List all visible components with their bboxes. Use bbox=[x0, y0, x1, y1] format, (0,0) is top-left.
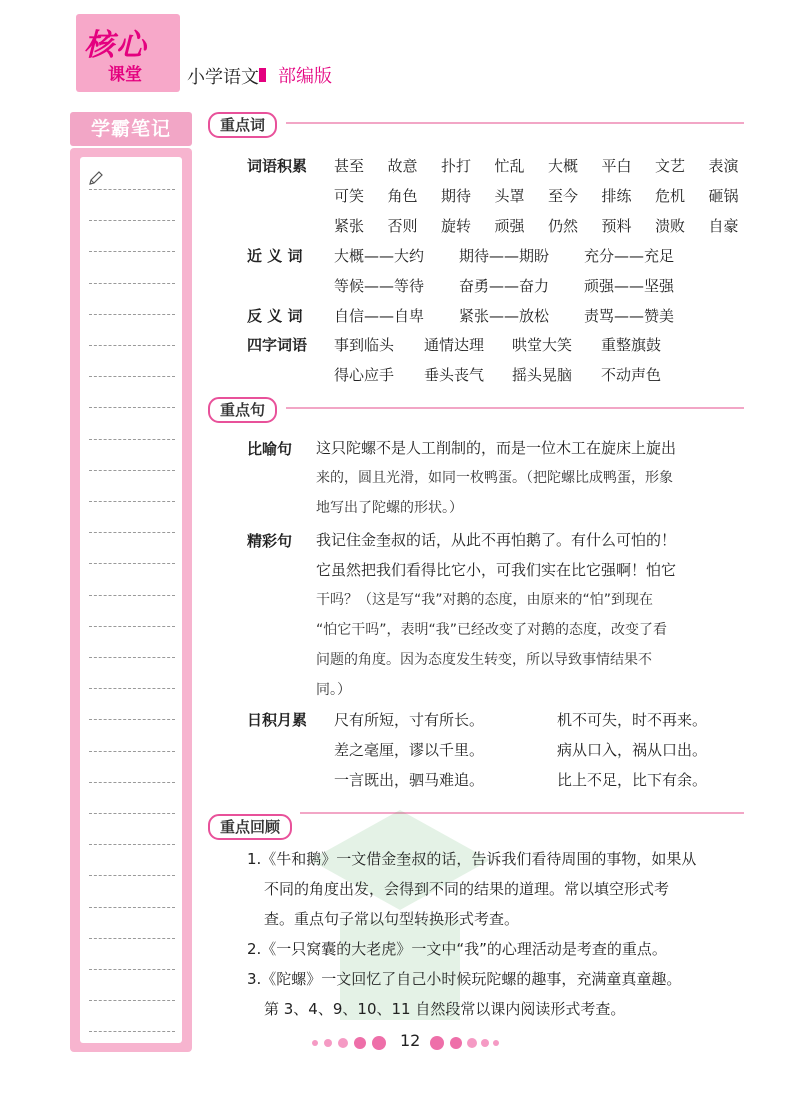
note-line bbox=[89, 189, 175, 190]
note-line bbox=[89, 314, 175, 315]
wonderful-line: 它虽然把我们看得比它小，可我们实在比它强啊！怕它 bbox=[316, 561, 677, 579]
vocab-word: 扑打 bbox=[441, 157, 472, 175]
vocab-word: 头罩 bbox=[494, 187, 525, 205]
synonym-pair: 顽强——坚强 bbox=[584, 277, 675, 295]
review-item-line: 查。重点句子常以句型转换形式考查。 bbox=[264, 910, 520, 928]
review-item-line: 不同的角度出发，会得到不同的结果的道理。常以填空形式考 bbox=[264, 880, 670, 898]
vocab-word: 溃败 bbox=[655, 217, 686, 235]
daily-saying: 病从口入，祸从口出。 bbox=[557, 741, 708, 759]
vocab-word: 否则 bbox=[387, 217, 418, 235]
vocab-word: 至今 bbox=[548, 187, 579, 205]
vocab-word: 紧张 bbox=[334, 217, 365, 235]
note-line bbox=[89, 283, 175, 284]
note-line bbox=[89, 907, 175, 908]
vocab-word: 平白 bbox=[601, 157, 632, 175]
review-item-line: 第 3、4、9、10、11 自然段常以课内阅读形式考查。 bbox=[264, 1000, 626, 1018]
antonym-label: 反 义 词 bbox=[247, 307, 303, 325]
synonym-pair: 充分——充足 bbox=[584, 247, 675, 265]
daily-saying: 比上不足，比下有余。 bbox=[557, 771, 708, 789]
idiom-word: 得心应手 bbox=[334, 366, 395, 384]
vocab-word: 砸锅 bbox=[708, 187, 739, 205]
idiom-word: 摇头晃脑 bbox=[512, 366, 573, 384]
simile-label: 比喻句 bbox=[247, 440, 293, 458]
note-line bbox=[89, 969, 175, 970]
vocab-word: 角色 bbox=[387, 187, 418, 205]
synonym-pair: 期待——期盼 bbox=[459, 247, 550, 265]
note-line bbox=[89, 1000, 175, 1001]
vocab-word: 期待 bbox=[441, 187, 472, 205]
note-line bbox=[89, 688, 175, 689]
note-line bbox=[89, 938, 175, 939]
page-number: 12 bbox=[400, 1031, 421, 1050]
decor-dot bbox=[312, 1040, 318, 1046]
idiom-word: 哄堂大笑 bbox=[512, 336, 573, 354]
decor-dot bbox=[450, 1037, 462, 1049]
note-line bbox=[89, 251, 175, 252]
synonym-label: 近 义 词 bbox=[247, 247, 303, 265]
vocab-word: 故意 bbox=[387, 157, 418, 175]
note-line bbox=[89, 501, 175, 502]
antonym-pair: 自信——自卑 bbox=[334, 307, 425, 325]
idiom-word: 事到临头 bbox=[334, 336, 395, 354]
vocab-word: 甚至 bbox=[334, 157, 365, 175]
simile-line: 这只陀螺不是人工削制的，而是一位木工在旋床上旋出 bbox=[316, 439, 677, 457]
note-line bbox=[89, 407, 175, 408]
vocab-word: 顽强 bbox=[494, 217, 525, 235]
idiom-word: 通情达理 bbox=[424, 336, 485, 354]
note-line bbox=[89, 844, 175, 845]
antonym-pair: 紧张——放松 bbox=[459, 307, 550, 325]
wonderful-label: 精彩句 bbox=[247, 532, 293, 550]
note-line bbox=[89, 376, 175, 377]
note-line bbox=[89, 751, 175, 752]
vocab-word: 文艺 bbox=[655, 157, 686, 175]
note-line bbox=[89, 220, 175, 221]
section-title-key-words: 重点词 bbox=[208, 112, 277, 138]
section-title-review: 重点回顾 bbox=[208, 814, 292, 840]
note-line bbox=[89, 595, 175, 596]
vocab-word: 排练 bbox=[601, 187, 632, 205]
vocab-word: 危机 bbox=[655, 187, 686, 205]
decor-dot bbox=[338, 1038, 348, 1048]
section-title-key-sentences: 重点句 bbox=[208, 397, 277, 423]
logo-main-text: 核心 bbox=[84, 28, 148, 63]
vocab-word: 大概 bbox=[548, 157, 579, 175]
vocab-word: 自豪 bbox=[708, 217, 739, 235]
synonym-pair: 大概——大约 bbox=[334, 247, 425, 265]
sidebar-notes-area bbox=[80, 157, 182, 1043]
wonderful-line: 我记住金奎叔的话，从此不再怕鹅了。有什么可怕的！ bbox=[316, 531, 677, 549]
decor-dot bbox=[467, 1038, 477, 1048]
vocab-word: 可笑 bbox=[334, 187, 365, 205]
daily-saying: 一言既出，驷马难追。 bbox=[334, 771, 485, 789]
note-line bbox=[89, 719, 175, 720]
vocab-label: 词语积累 bbox=[247, 157, 308, 175]
vocab-word: 旋转 bbox=[441, 217, 472, 235]
note-line bbox=[89, 813, 175, 814]
decor-dot bbox=[324, 1039, 332, 1047]
decor-dot bbox=[493, 1040, 499, 1046]
pencil-icon bbox=[88, 170, 104, 186]
section-rule bbox=[286, 407, 744, 409]
review-item-line: 2.《一只窝囊的大老虎》一文中“我”的心理活动是考查的重点。 bbox=[247, 940, 667, 958]
vocab-word: 仍然 bbox=[548, 217, 579, 235]
idiom-word: 垂头丧气 bbox=[424, 366, 485, 384]
note-line bbox=[89, 782, 175, 783]
decor-dot bbox=[354, 1037, 366, 1049]
vocab-word: 表演 bbox=[708, 157, 739, 175]
daily-saying: 机不可失，时不再来。 bbox=[557, 711, 708, 729]
note-line bbox=[89, 1031, 175, 1032]
note-line bbox=[89, 563, 175, 564]
idiom-word: 不动声色 bbox=[601, 366, 662, 384]
sidebar-title: 学霸笔记 bbox=[70, 112, 192, 146]
note-line bbox=[89, 626, 175, 627]
wonderful-line: “怕它干吗”，表明“我”已经改变了对鹅的态度，改变了看 bbox=[316, 622, 668, 638]
vocab-word: 忙乱 bbox=[494, 157, 525, 175]
note-line bbox=[89, 345, 175, 346]
idiom-label: 四字词语 bbox=[247, 336, 308, 354]
synonym-pair: 奋勇——奋力 bbox=[459, 277, 550, 295]
header-edition: 部编版 bbox=[278, 66, 332, 87]
daily-saying: 差之毫厘，谬以千里。 bbox=[334, 741, 485, 759]
header-subject: 小学语文 bbox=[187, 67, 259, 88]
logo-sub-text: 课堂 bbox=[108, 65, 142, 85]
wonderful-line: 干吗？（这是写“我”对鹅的态度，由原来的“怕”到现在 bbox=[316, 592, 654, 608]
review-item-line: 1.《牛和鹅》一文借金奎叔的话，告诉我们看待周围的事物，如果从 bbox=[247, 850, 697, 868]
simile-line: 来的，圆且光滑，如同一枚鸭蛋。（把陀螺比成鸭蛋，形象 bbox=[316, 470, 673, 486]
note-line bbox=[89, 470, 175, 471]
note-line bbox=[89, 875, 175, 876]
note-line bbox=[89, 532, 175, 533]
wonderful-line: 问题的角度。因为态度发生转变，所以导致事情结果不 bbox=[316, 652, 652, 668]
header-separator bbox=[259, 68, 266, 82]
section-rule bbox=[286, 122, 744, 124]
daily-label: 日积月累 bbox=[247, 711, 308, 729]
simile-line: 地写出了陀螺的形状。） bbox=[316, 500, 463, 516]
note-line bbox=[89, 439, 175, 440]
daily-saying: 尺有所短，寸有所长。 bbox=[334, 711, 485, 729]
synonym-pair: 等候——等待 bbox=[334, 277, 425, 295]
decor-dot bbox=[430, 1036, 444, 1050]
decor-dot bbox=[481, 1039, 489, 1047]
review-item-line: 3.《陀螺》一文回忆了自己小时候玩陀螺的趣事，充满童真童趣。 bbox=[247, 970, 682, 988]
note-line bbox=[89, 657, 175, 658]
idiom-word: 重整旗鼓 bbox=[601, 336, 662, 354]
vocab-word: 预料 bbox=[601, 217, 632, 235]
wonderful-line: 同。） bbox=[316, 682, 351, 698]
antonym-pair: 责骂——赞美 bbox=[584, 307, 675, 325]
decor-dot bbox=[372, 1036, 386, 1050]
